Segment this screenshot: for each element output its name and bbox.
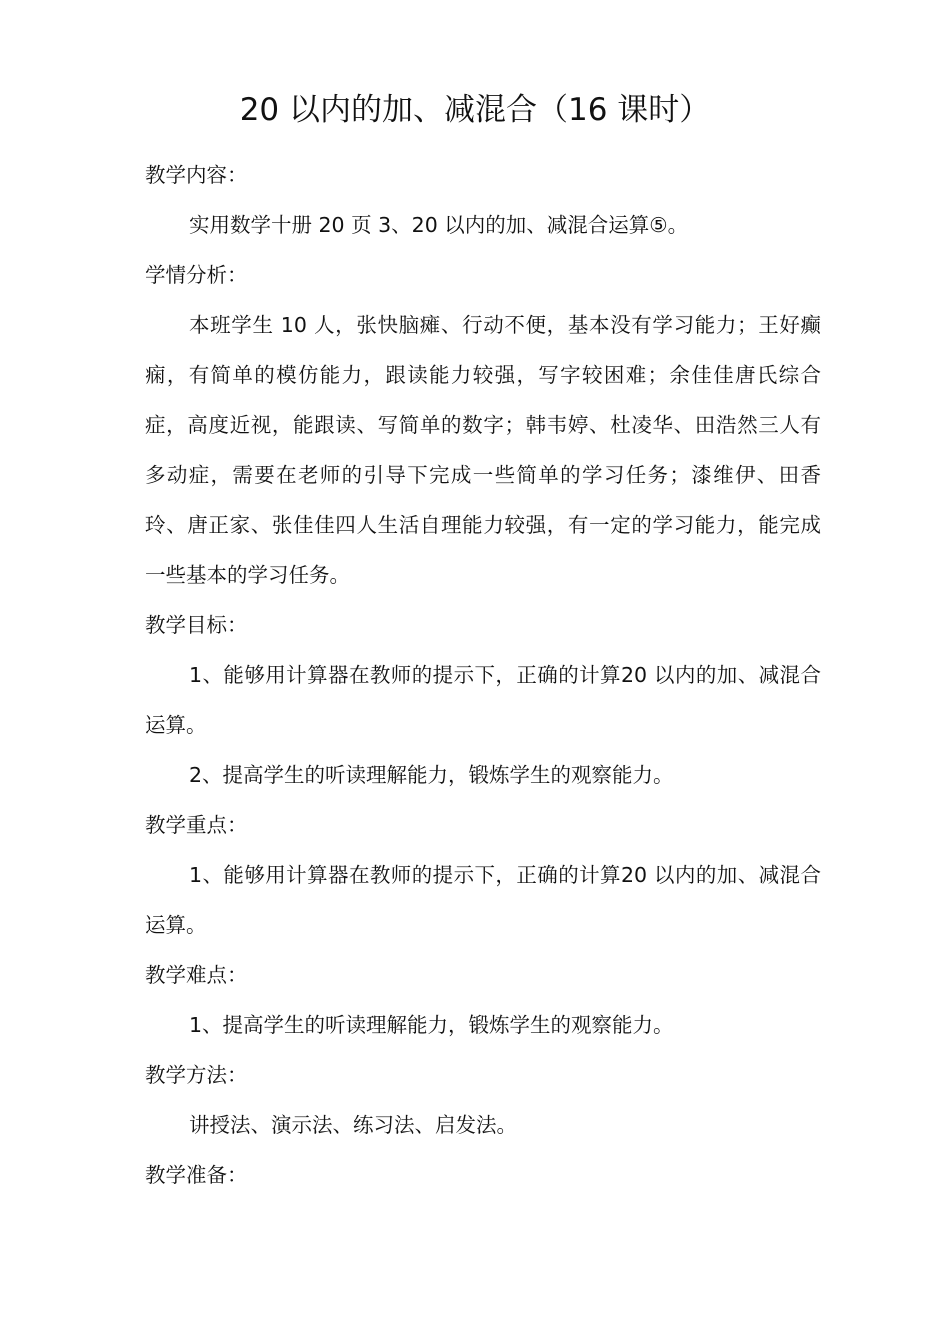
heading-key-points: 教学重点： bbox=[145, 813, 248, 837]
heading-difficulties: 教学难点： bbox=[145, 963, 248, 987]
page-title: 20 以内的加、减混合（16 课时） bbox=[239, 92, 711, 128]
key-point-1: 1、能够用计算器在教师的提示下，正确的计算20 以内的加、减混合运算。 bbox=[145, 863, 821, 937]
heading-teaching-preparation: 教学准备： bbox=[145, 1163, 248, 1187]
heading-teaching-goals: 教学目标： bbox=[145, 613, 248, 637]
student-analysis-text: 本班学生 10 人，张快脑瘫、行动不便，基本没有学习能力；王好癫痫，有简单的模仿能力，跟读能力较强，写字较困难；余佳佳唐氏综合症，高度近视，能跟读、写简单的数字；韩韦婷、杜凌华、田浩然三人有多动症，需要在老师的引导下完成一些简单的学习任务；漆维伊、田香玲、唐正家、张佳佳四人生活自理能力较强，有一定的学习能力，能完成一些基本的学习任务。 bbox=[145, 313, 821, 587]
teaching-content-text: 实用数学十册 20 页 3、20 以内的加、减混合运算⑤。 bbox=[189, 213, 689, 237]
difficulty-1: 1、提高学生的听读理解能力，锻炼学生的观察能力。 bbox=[189, 1013, 674, 1037]
teaching-goal-2: 2、提高学生的听读理解能力，锻炼学生的观察能力。 bbox=[189, 763, 674, 787]
teaching-methods-text: 讲授法、演示法、练习法、启发法。 bbox=[189, 1113, 517, 1137]
heading-teaching-methods: 教学方法： bbox=[145, 1063, 248, 1087]
document-body bbox=[145, 150, 821, 1200]
teaching-goal-1: 1、能够用计算器在教师的提示下，正确的计算20 以内的加、减混合运算。 bbox=[145, 663, 821, 737]
heading-teaching-content: 教学内容： bbox=[145, 163, 248, 187]
heading-student-analysis: 学情分析： bbox=[145, 263, 248, 287]
